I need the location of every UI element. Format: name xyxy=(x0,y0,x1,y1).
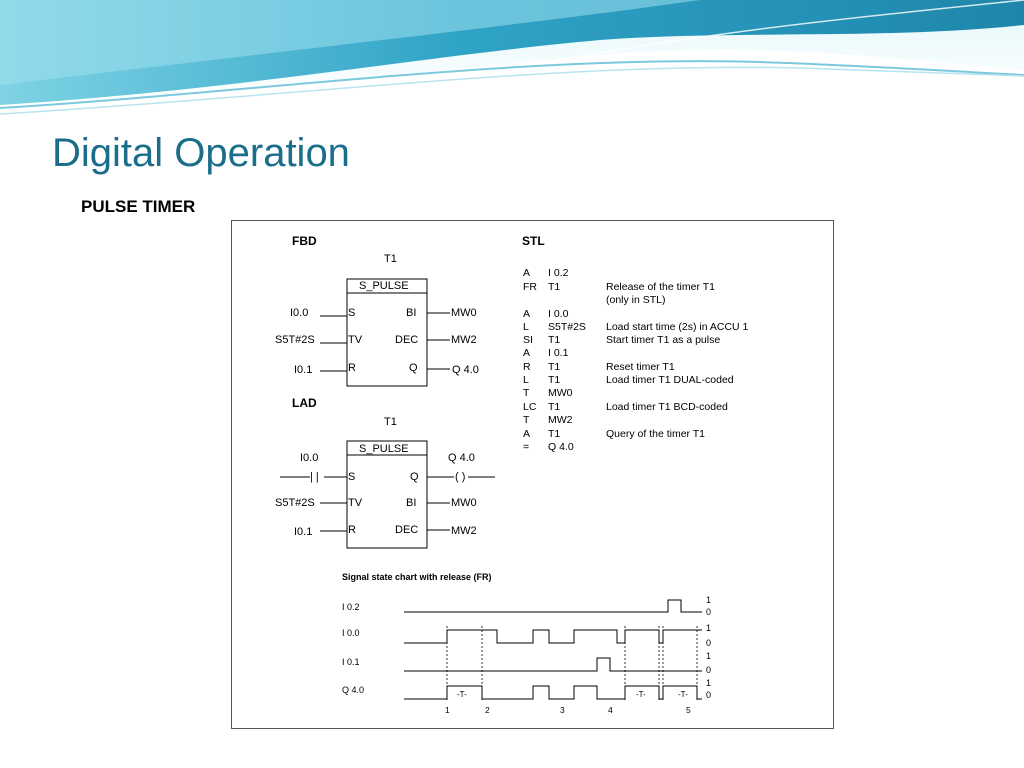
stl-op: A xyxy=(523,267,531,279)
lad-signal-tv: S5T#2S xyxy=(275,497,315,509)
lad-signal-dec: MW2 xyxy=(451,525,477,537)
lad-diagram xyxy=(275,396,495,548)
signal-name-i01: I 0.1 xyxy=(342,657,360,667)
lad-pin-s: S xyxy=(348,471,356,483)
fbd-diagram xyxy=(275,234,479,386)
lad-coil-symbol: ( ) xyxy=(455,471,466,483)
signal-chart-title: Signal state chart with release (FR) xyxy=(342,572,492,582)
lad-contact-label: I0.0 xyxy=(300,452,319,464)
stl-op: FR xyxy=(523,281,537,293)
stl-op: L xyxy=(523,321,529,333)
lad-pin-bi: BI xyxy=(406,497,417,509)
stl-op: T xyxy=(523,387,530,399)
stl-listing xyxy=(522,234,749,453)
lad-heading: LAD xyxy=(292,396,317,410)
stl-arg: MW0 xyxy=(548,387,573,399)
level-hi: 1 xyxy=(706,623,712,633)
lad-pin-dec: DEC xyxy=(395,524,419,536)
waveform-i00 xyxy=(404,630,702,643)
stl-arg: T1 xyxy=(548,334,561,346)
stl-comment: Start timer T1 as a pulse xyxy=(606,334,721,346)
stl-op: L xyxy=(523,374,529,386)
fbd-heading: FBD xyxy=(292,234,317,248)
fbd-timer-name: T1 xyxy=(384,253,397,265)
signal-name-i00: I 0.0 xyxy=(342,628,360,638)
stl-op: R xyxy=(523,361,531,373)
stl-op: LC xyxy=(523,401,537,413)
fbd-signal-r: I0.1 xyxy=(294,364,313,376)
stl-arg: T1 xyxy=(548,281,561,293)
lad-pin-r: R xyxy=(348,524,356,536)
fbd-pin-tv: TV xyxy=(348,334,363,346)
signal-name-q40: Q 4.0 xyxy=(342,685,365,695)
time-marker: 1 xyxy=(445,705,450,715)
fbd-block-name: S_PULSE xyxy=(359,280,409,292)
fbd-pin-dec: DEC xyxy=(395,334,419,346)
lad-timer-name: T1 xyxy=(384,416,397,428)
level-lo: 0 xyxy=(706,607,712,617)
stl-arg: I 0.2 xyxy=(548,267,569,279)
level-lo: 0 xyxy=(706,690,712,700)
lad-signal-bi: MW0 xyxy=(451,497,477,509)
signal-state-chart xyxy=(342,572,711,715)
waveform-i01 xyxy=(404,658,702,671)
lad-pin-q: Q xyxy=(410,471,419,483)
pulse-timer-figure xyxy=(231,220,834,729)
header-wave-banner xyxy=(0,0,1024,125)
fbd-signal-q: Q 4.0 xyxy=(452,364,479,376)
lad-signal-r: I0.1 xyxy=(294,526,313,538)
waveform-q40 xyxy=(404,686,702,699)
slide-subtitle: PULSE TIMER xyxy=(81,197,196,216)
stl-comment: Load timer T1 DUAL-coded xyxy=(606,374,734,386)
time-marker: 2 xyxy=(485,705,490,715)
fbd-pin-r: R xyxy=(348,362,356,374)
fbd-pin-q: Q xyxy=(409,362,418,374)
fbd-pin-bi: BI xyxy=(406,307,417,319)
stl-comment: Reset timer T1 xyxy=(606,361,675,373)
stl-arg: S5T#2S xyxy=(548,321,586,333)
stl-arg: T1 xyxy=(548,428,561,440)
stl-op: T xyxy=(523,414,530,426)
stl-arg: Q 4.0 xyxy=(548,441,574,453)
stl-comment: Release of the timer T1 xyxy=(606,281,715,293)
stl-op: = xyxy=(523,441,530,453)
time-marker: 5 xyxy=(686,705,691,715)
stl-comment: Query of the timer T1 xyxy=(606,428,706,440)
level-lo: 0 xyxy=(706,638,712,648)
stl-arg: I 0.1 xyxy=(548,347,569,359)
lad-pin-tv: TV xyxy=(348,497,363,509)
lad-coil-label: Q 4.0 xyxy=(448,452,475,464)
fbd-signal-dec: MW2 xyxy=(451,334,477,346)
stl-op: A xyxy=(523,308,531,320)
stl-arg: T1 xyxy=(548,361,561,373)
stl-op: A xyxy=(523,428,531,440)
stl-comment: Load start time (2s) in ACCU 1 xyxy=(606,321,749,333)
stl-comment-cont: (only in STL) xyxy=(606,294,666,306)
stl-heading: STL xyxy=(522,234,545,248)
stl-op: SI xyxy=(523,334,533,346)
time-marker: 3 xyxy=(560,705,565,715)
stl-arg: MW2 xyxy=(548,414,573,426)
stl-arg: T1 xyxy=(548,374,561,386)
fbd-signal-bi: MW0 xyxy=(451,307,477,319)
level-lo: 0 xyxy=(706,665,712,675)
level-hi: 1 xyxy=(706,678,712,688)
level-hi: 1 xyxy=(706,651,712,661)
lad-contact-symbol: | | xyxy=(310,471,319,483)
fbd-signal-s: I0.0 xyxy=(290,307,309,319)
time-marker: 4 xyxy=(608,705,613,715)
level-hi: 1 xyxy=(706,595,712,605)
stl-arg: I 0.0 xyxy=(548,308,569,320)
stl-arg: T1 xyxy=(548,401,561,413)
lad-block-name: S_PULSE xyxy=(359,443,409,455)
fbd-signal-tv: S5T#2S xyxy=(275,334,315,346)
slide-title: Digital Operation xyxy=(52,131,350,175)
stl-comment: Load timer T1 BCD-coded xyxy=(606,401,728,413)
signal-name-i02: I 0.2 xyxy=(342,602,360,612)
pulse-duration-label: -T- xyxy=(678,690,688,699)
pulse-duration-label: -T- xyxy=(636,690,646,699)
stl-op: A xyxy=(523,347,531,359)
pulse-duration-label: -T- xyxy=(457,690,467,699)
waveform-i02 xyxy=(404,600,702,612)
fbd-pin-s: S xyxy=(348,307,356,319)
